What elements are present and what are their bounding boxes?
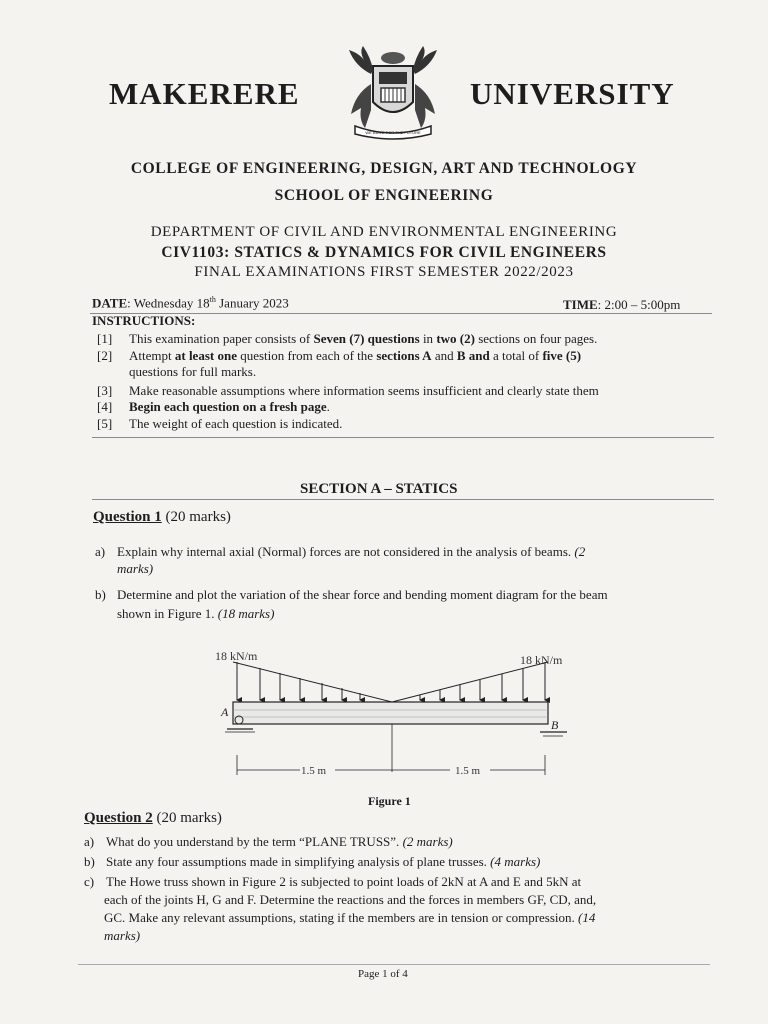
divider (92, 499, 714, 500)
question-2-heading: Question 2 (20 marks) (84, 810, 222, 826)
divider (92, 437, 714, 438)
figure-1-beam-diagram (205, 640, 585, 790)
instructions-title: INSTRUCTIONS: (92, 313, 196, 328)
figure-1-caption: Figure 1 (368, 794, 411, 808)
exam-page: MAKERERE UNIVERSITY WE BUILD FOR THE FUTURE COLLEGE OF ENGINEERING, DESIGN, ART AND TECHNOLOGY SCHOOL OF ENGINEERING DEPARTMENT OF CIVIL AND ENVIRONMENTAL ENGINEERING CIV1103: STATICS & DYNAMICS FOR CIVIL ENGINEERS FINAL EXAMINATIONS FIRST SEMESTER 2022/2023 DATE: Wednesday 18th January 2023 TIME: 2:00 – 5:00pm INSTRUCTIONS: [1] This examination paper consists of Seven (7) questions in two (2) sections on four pages. [2] Attempt at least one question from each of the sections A and B and a total of five (5) questions for full marks. [3] Make reasonable assumptions where information seems insufficient and clearly state them [4] Begin each question on a fresh page. [5] The weight of each question is indicated. SECTION A – STATICS Question 1 (20 marks) a) Explain why internal axial (Normal) forces are not considered in the analysis of beams. (2 marks) b) Determine and plot the variation of the shear force and bending moment diagram for the beam shown in Figure 1. (18 marks) 18 kN/m 18 kN/m A B 1.5 m 1.5 m Figure 1 Question 2 (20 marks) a) What do you understand by the term “PLANE TRUSS”. (2 marks) b) State any four assumptions made in simplifying analysis of plane trusses. (4 marks) c) The Howe truss shown in Figure 2 is subjected to point loads of 2kN at A and E and 5kN at each of the joints H, G and F. Determine the reactions and the forces in members GF, CD, and, GC. Make any relevant assumptions, stating if the members are in tension or compression. (14 marks) Page 1 of 4 (0, 0, 768, 1024)
divider (78, 964, 710, 965)
question-1-heading: Question 1 (20 marks) (93, 509, 231, 525)
support-b-label: B (551, 718, 559, 732)
load-profile-left (233, 662, 392, 702)
question-1b: b) Determine and plot the variation of the shear force and bending moment diagram for the beam shown in Figure 1. (18 marks) (95, 587, 608, 621)
beam (233, 702, 548, 724)
university-crest-logo (341, 44, 445, 142)
support-a-label: A (221, 705, 229, 719)
department-name: DEPARTMENT OF CIVIL AND ENVIRONMENTAL ENGINEERING (150, 224, 618, 240)
page-number: Page 1 of 4 (358, 968, 408, 980)
section-a-title: SECTION A – STATICS (300, 481, 458, 497)
dimension-left: 1.5 m (301, 765, 327, 777)
load-label-right: 18 kN/m (520, 653, 563, 667)
dimension-right: 1.5 m (455, 765, 481, 777)
svg-text:WE BUILD FOR THE FUTURE: WE BUILD FOR THE FUTURE (365, 130, 421, 135)
load-label-left: 18 kN/m (215, 649, 258, 663)
exam-title: FINAL EXAMINATIONS FIRST SEMESTER 2022/2023 (194, 264, 574, 280)
school-name: SCHOOL OF ENGINEERING (274, 187, 494, 204)
exam-date: DATE: Wednesday 18th January 2023 (92, 295, 289, 311)
instruction-item-continued: questions for full marks. (129, 364, 257, 379)
exam-time: TIME: 2:00 – 5:00pm (563, 297, 681, 312)
college-name: COLLEGE OF ENGINEERING, DESIGN, ART AND TECHNOLOGY (130, 160, 638, 177)
course-title: CIV1103: STATICS & DYNAMICS FOR CIVIL ENGINEERS (161, 244, 607, 261)
instructions-list: [1] This examination paper consists of Seven (7) questions in two (2) sections on four pages. [2] Attempt at least one question from each of the sections A and B and a total of five (5) questions for full marks. [3] Make reasonable assumptions where information seems insufficient and clearly state them [4] Begin each question on a fresh page. [5] The weight of each question is indicated. (97, 331, 599, 431)
question-1a: a) Explain why internal axial (Normal) forces are not considered in the analysis of beams. (2 marks) (95, 544, 586, 576)
question-2c: c) The Howe truss shown in Figure 2 is subjected to point loads of 2kN at A and E and 5kN at each of the joints H, G and F. Determine the reactions and the forces in members GF, CD, and, GC. Make any relevant assumptions, stating if the members are in tension or compression. (14 marks) (84, 874, 597, 943)
university-name-left: MAKERERE (109, 76, 300, 111)
load-profile-right (392, 662, 548, 702)
university-name-right: UNIVERSITY (470, 76, 675, 111)
roller-support-b (540, 732, 567, 736)
